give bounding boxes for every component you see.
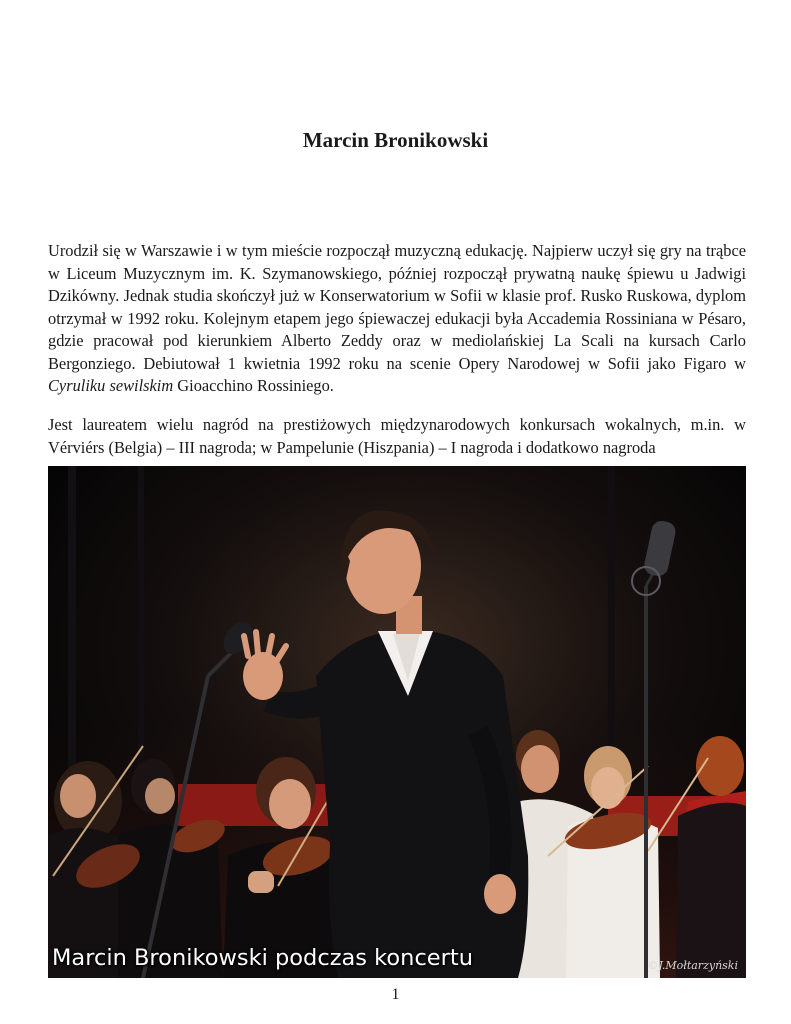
biography-paragraph-1 — [48, 240, 746, 398]
biography-paragraph-2: Jest laureatem wielu nagród na prestiżowych międzynarodowych konkursach wokalnych, m.in. w Vérviérs (Belgia) – III nagroda; w Pampelunie (Hiszpania) – I nagroda i dodatkowo nagroda — [48, 415, 746, 457]
paragraph-text-end: Gioacchino Rossiniego. — [173, 376, 334, 395]
paragraph-text: Urodził się w Warszawie i w tym mieście rozpoczął muzyczną edukację. Najpierw uczył się gry na trąbce w Liceum Muzycznym im. K. Szymanowskiego, później rozpoczął prywatną naukę śpiewu u Jadwigi Dzikówny. Jednak studia skończył już w Konserwatorium w Sofii w klasie prof. Rusko Ruskowa, dyplom otrzymał w 1992 roku. Kolejnym etapem jego śpiewaczej edukacji była Accademia Rossiniana w Pésaro, gdzie pracował pod kierunkiem Alberto Zeddy oraz w mediolańskiej La Scali na kursach Carlo Bergonziego. Debiutował 1 kwietnia 1992 roku na scenie Opery Narodowej w Sofii jako Figaro w — [48, 241, 746, 373]
page-title: Marcin Bronikowski — [302, 128, 489, 152]
page-number: 1 — [391, 986, 400, 1003]
photo-credit: ©J.Mołtarzyński — [647, 959, 738, 972]
photo-caption: Marcin Bronikowski podczas koncertu — [52, 945, 473, 971]
concert-photo — [48, 466, 746, 978]
opera-title: Cyruliku sewilskim — [48, 376, 174, 395]
concert-photo-illustration — [48, 466, 746, 978]
